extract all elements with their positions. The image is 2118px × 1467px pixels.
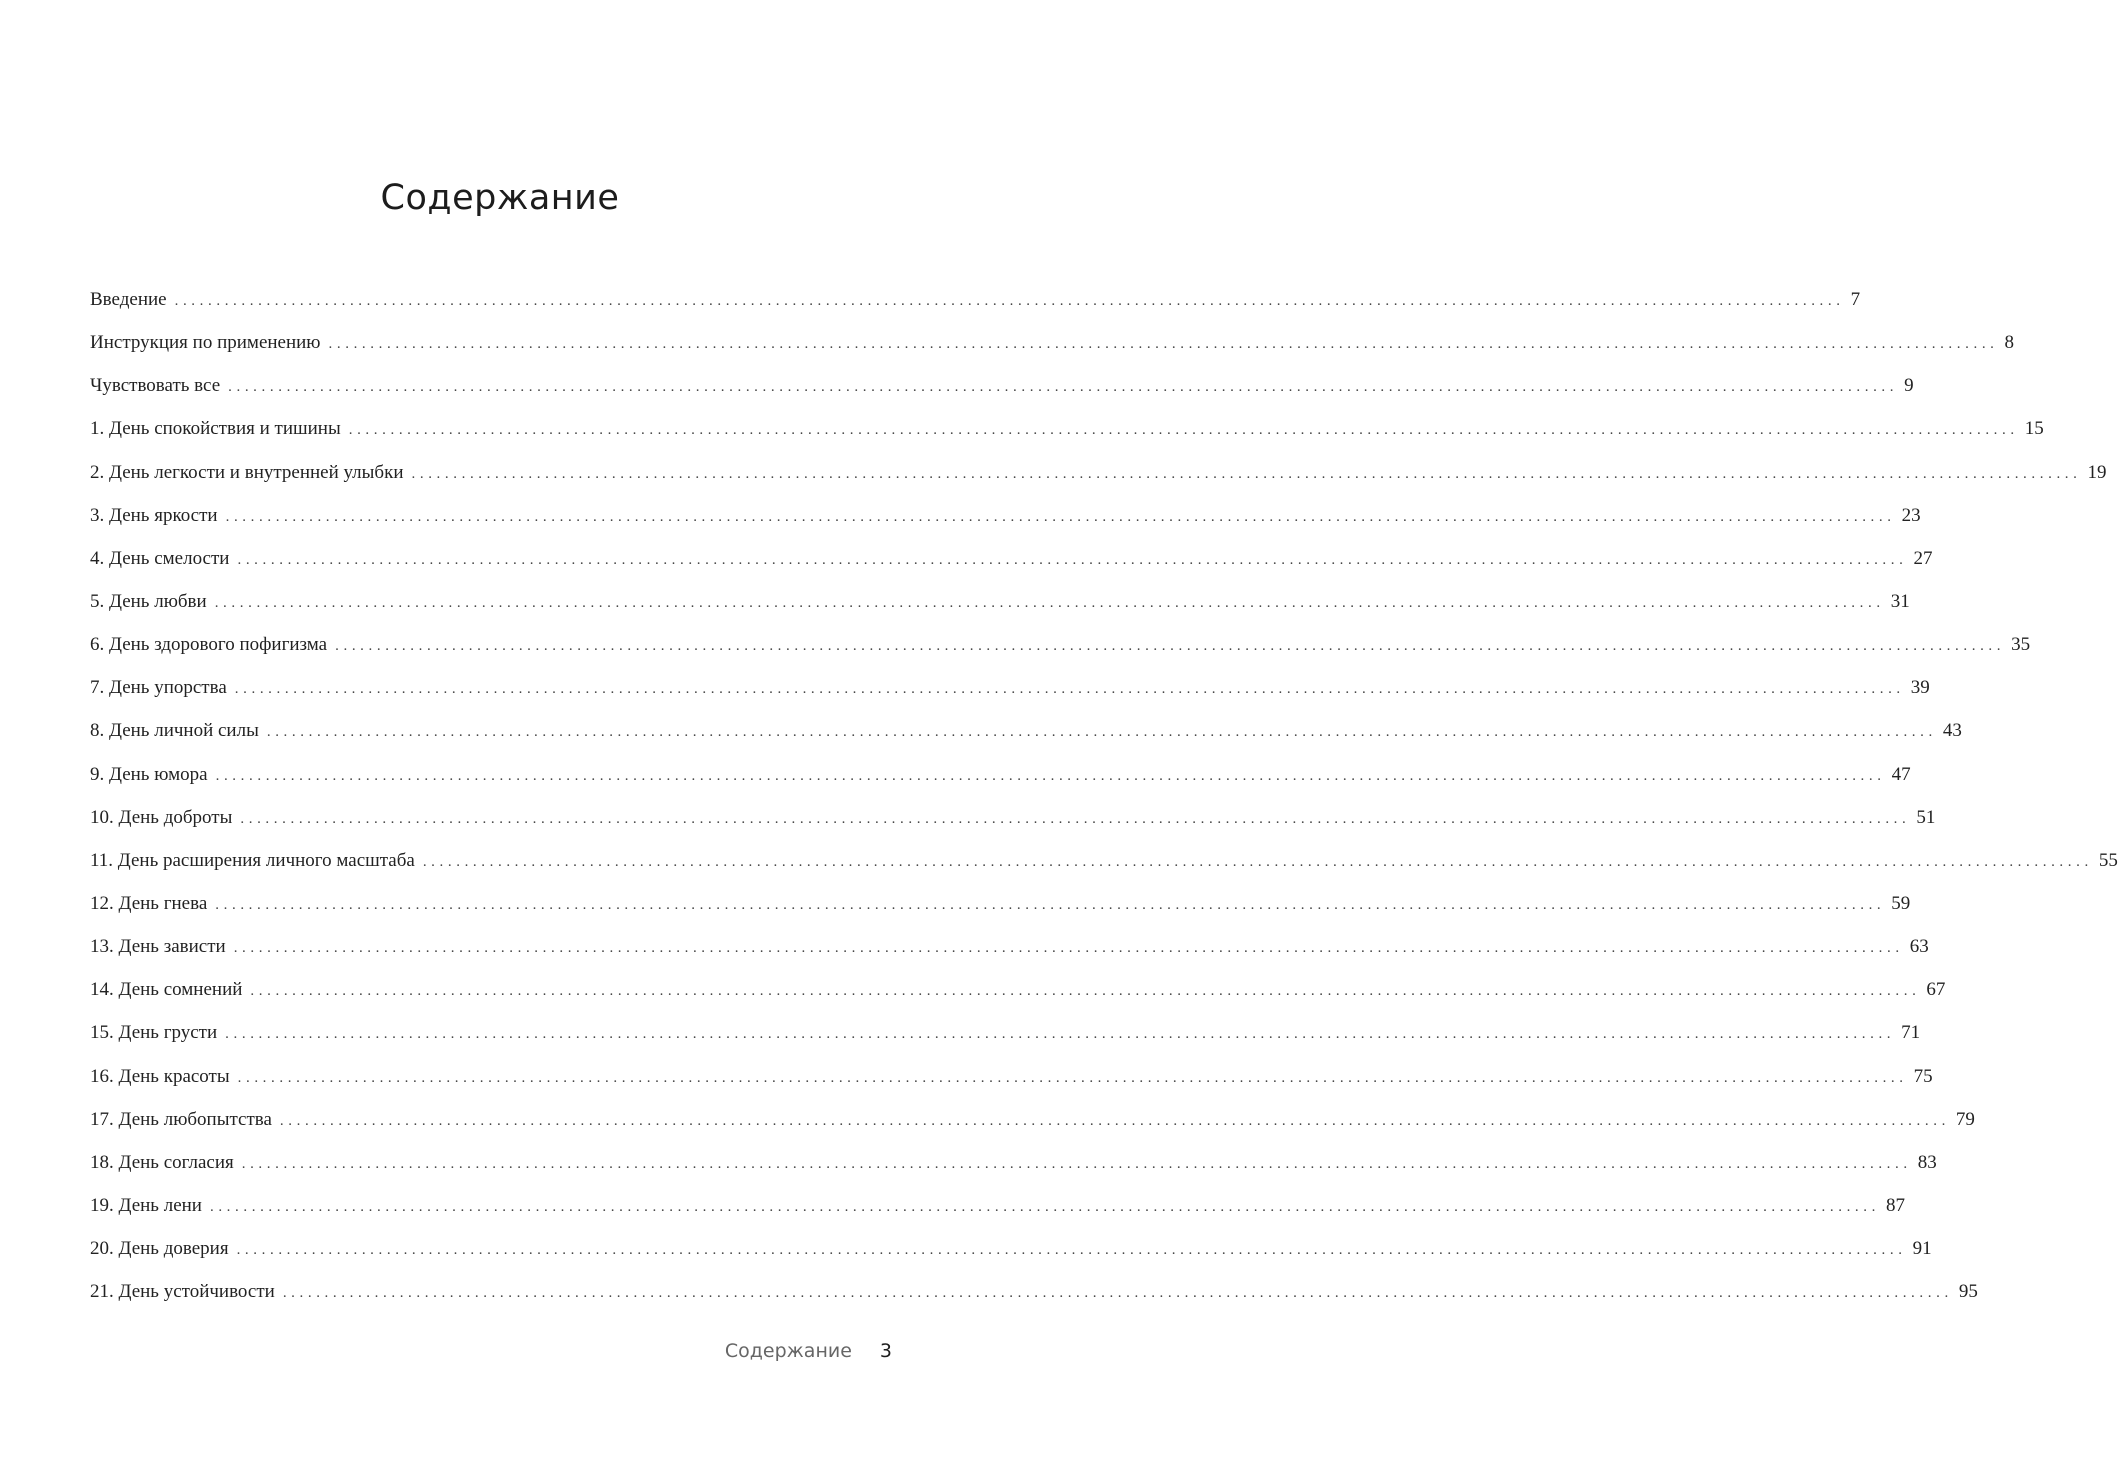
toc-entry-page: 55 bbox=[2098, 849, 2118, 871]
toc-entry-label: 4. День смелости bbox=[90, 547, 230, 569]
toc-entry-label: 12. День гнева bbox=[90, 892, 208, 914]
dot-leader: ........................................................................................................................................................................................................ bbox=[335, 638, 2006, 655]
toc-entry-page: 43 bbox=[1942, 720, 1962, 742]
toc-entry-page: 47 bbox=[1891, 763, 1911, 785]
toc-entry[interactable] bbox=[90, 1013, 1921, 1056]
dot-leader: ........................................................................................................................................................................................................ bbox=[282, 1285, 1953, 1302]
toc-entry[interactable] bbox=[90, 970, 1946, 1013]
running-footer bbox=[725, 1340, 892, 1362]
toc-entry[interactable] bbox=[90, 755, 1911, 798]
toc-entry-label: 18. День согласия bbox=[90, 1151, 234, 1173]
toc-entry-page: 31 bbox=[1890, 590, 1910, 612]
toc-entry-label: 19. День лени bbox=[90, 1194, 202, 1216]
toc-entry-page: 59 bbox=[1891, 892, 1911, 914]
toc-entry[interactable] bbox=[90, 841, 2118, 884]
toc-entry-label: 9. День юмора bbox=[90, 763, 208, 785]
toc-entry-label: 8. День личной силы bbox=[90, 720, 259, 742]
dot-leader: ........................................................................................................................................................................................................ bbox=[237, 1069, 1908, 1086]
toc-entry-label: 6. День здорового пофигизма bbox=[90, 634, 328, 656]
toc-entry-label: 14. День сомнений bbox=[90, 979, 243, 1001]
toc-entry[interactable] bbox=[90, 1100, 1975, 1143]
toc-entry-page: 51 bbox=[1916, 806, 1936, 828]
dot-leader: ........................................................................................................................................................................................................ bbox=[233, 940, 1904, 957]
footer-page-number: 3 bbox=[879, 1340, 892, 1362]
toc-entry[interactable] bbox=[90, 496, 1921, 539]
toc-entry[interactable] bbox=[90, 625, 2031, 668]
footer-section-title: Содержание bbox=[724, 1340, 852, 1362]
toc-entry-page: 79 bbox=[1955, 1108, 1975, 1130]
toc-entry-label: 1. День спокойствия и тишины bbox=[90, 418, 341, 440]
dot-leader: ........................................................................................................................................................................................................ bbox=[209, 1198, 1880, 1215]
toc-entry[interactable] bbox=[90, 668, 1930, 711]
toc-entry[interactable] bbox=[90, 1272, 1978, 1315]
toc-entry-label: Инструкция по применению bbox=[90, 332, 321, 354]
dot-leader: ........................................................................................................................................................................................................ bbox=[279, 1112, 1950, 1129]
toc-entry[interactable] bbox=[90, 453, 2107, 496]
toc-entry[interactable] bbox=[90, 280, 1861, 323]
toc-entry-page: 91 bbox=[1912, 1238, 1932, 1260]
dot-leader: ........................................................................................................................................................................................................ bbox=[266, 724, 1937, 741]
dot-leader: ........................................................................................................................................................................................................ bbox=[237, 551, 1908, 568]
dot-leader: ........................................................................................................................................................................................................ bbox=[348, 422, 2019, 439]
toc-entry-page: 75 bbox=[1913, 1065, 1933, 1087]
toc-entry-page: 23 bbox=[1901, 504, 1921, 526]
toc-entry-label: 10. День доброты bbox=[90, 806, 233, 828]
toc-entry-label: 13. День зависти bbox=[90, 936, 226, 958]
toc-entry[interactable] bbox=[90, 1229, 1932, 1272]
page-title: Содержание bbox=[380, 178, 620, 218]
toc-entry-page: 15 bbox=[2024, 418, 2044, 440]
toc-entry[interactable] bbox=[90, 409, 2044, 452]
dot-leader: ........................................................................................................................................................................................................ bbox=[328, 336, 1999, 353]
dot-leader: ........................................................................................................................................................................................................ bbox=[422, 853, 2093, 870]
toc-entry-label: 7. День упорства bbox=[90, 677, 227, 699]
toc-entry[interactable] bbox=[90, 582, 1910, 625]
toc-entry-label: 17. День любопытства bbox=[90, 1108, 272, 1130]
toc-entry[interactable] bbox=[90, 711, 1962, 754]
toc-entry-label: 20. День доверия bbox=[90, 1238, 229, 1260]
toc-entry[interactable] bbox=[90, 1057, 1933, 1100]
dot-leader: ........................................................................................................................................................................................................ bbox=[228, 379, 1899, 396]
dot-leader: ........................................................................................................................................................................................................ bbox=[174, 293, 1845, 309]
toc-entry-label: 5. День любви bbox=[90, 590, 207, 612]
toc-entry-page: 8 bbox=[2004, 332, 2015, 354]
toc-entry[interactable] bbox=[90, 1143, 1937, 1186]
toc-entry-label: Введение bbox=[90, 289, 167, 310]
dot-leader: ........................................................................................................................................................................................................ bbox=[411, 465, 2082, 482]
toc-entry-page: 35 bbox=[2011, 634, 2031, 656]
toc-entry[interactable] bbox=[90, 1186, 1905, 1229]
toc-entry-page: 67 bbox=[1926, 979, 1946, 1001]
toc-entry[interactable] bbox=[90, 884, 1911, 927]
toc-entry-label: 11. День расширения личного масштаба bbox=[90, 849, 415, 871]
toc-entry-page: 83 bbox=[1917, 1151, 1937, 1173]
toc-entry-page: 9 bbox=[1904, 375, 1914, 397]
toc-entry[interactable] bbox=[90, 323, 2015, 366]
dot-leader: ........................................................................................................................................................................................................ bbox=[236, 1242, 1907, 1259]
toc-entry-page: 27 bbox=[1913, 547, 1933, 569]
toc-entry-label: 16. День красоты bbox=[90, 1065, 230, 1087]
dot-leader: ........................................................................................................................................................................................................ bbox=[225, 1026, 1896, 1043]
table-of-contents bbox=[90, 280, 2118, 1315]
dot-leader: ........................................................................................................................................................................................................ bbox=[225, 508, 1896, 525]
toc-entry-page: 63 bbox=[1909, 936, 1929, 958]
toc-entry-label: 3. День яркости bbox=[90, 504, 218, 526]
toc-entry-page: 71 bbox=[1901, 1022, 1921, 1044]
dot-leader: ........................................................................................................................................................................................................ bbox=[240, 810, 1911, 827]
dot-leader: ........................................................................................................................................................................................................ bbox=[215, 896, 1886, 913]
dot-leader: ........................................................................................................................................................................................................ bbox=[241, 1155, 1912, 1172]
toc-entry[interactable] bbox=[90, 539, 1933, 582]
dot-leader: ........................................................................................................................................................................................................ bbox=[215, 767, 1886, 784]
toc-entry-label: 15. День грусти bbox=[90, 1022, 218, 1044]
toc-entry[interactable] bbox=[90, 366, 1914, 409]
dot-leader: ........................................................................................................................................................................................................ bbox=[250, 983, 1921, 1000]
toc-entry-label: 2. День легкости и внутренней улыбки bbox=[90, 461, 404, 483]
toc-entry-page: 7 bbox=[1850, 289, 1861, 310]
toc-entry[interactable] bbox=[90, 927, 1929, 970]
toc-entry-page: 19 bbox=[2087, 461, 2107, 483]
dot-leader: ........................................................................................................................................................................................................ bbox=[234, 681, 1905, 698]
toc-entry-label: 21. День устойчивости bbox=[90, 1281, 275, 1303]
toc-entry-label: Чувствовать все bbox=[90, 375, 221, 397]
toc-entry[interactable] bbox=[90, 798, 1936, 841]
dot-leader: ........................................................................................................................................................................................................ bbox=[214, 594, 1885, 611]
toc-entry-page: 95 bbox=[1958, 1281, 1978, 1303]
toc-entry-page: 39 bbox=[1910, 677, 1930, 699]
toc-entry-page: 87 bbox=[1885, 1194, 1905, 1216]
